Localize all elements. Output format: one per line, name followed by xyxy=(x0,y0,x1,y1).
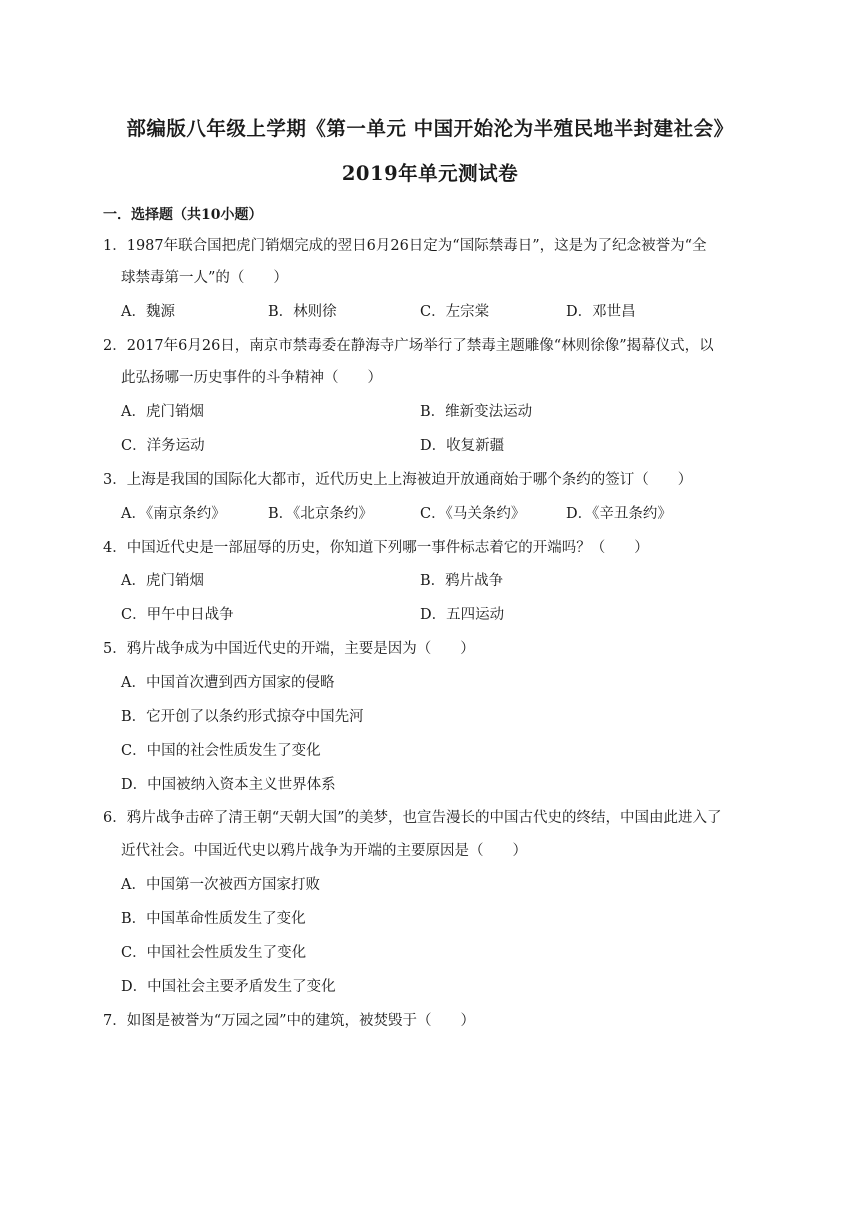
question-1-option-a: A．魏源 xyxy=(121,304,175,320)
question-5-option-b: B．它开创了以条约形式掠夺中国先河 xyxy=(121,709,364,725)
question-1-option-b: B．林则徐 xyxy=(268,304,337,320)
exam-title-line1: 部编版八年级上学期《第一单元 中国开始沦为半殖民地半封建社会》 xyxy=(126,117,734,140)
question-1-option-c: C．左宗棠 xyxy=(420,304,490,320)
question-6-option-d: D．中国社会主要矛盾发生了变化 xyxy=(121,979,336,995)
question-6-option-b: B．中国革命性质发生了变化 xyxy=(121,911,306,927)
question-3-option-d: D．《辛丑条约》 xyxy=(566,506,672,522)
question-2-option-d: D．收复新疆 xyxy=(420,438,505,454)
question-5-text: 5．鸦片战争成为中国近代史的开端，主要是因为（ ） xyxy=(103,641,475,657)
question-6-option-a: A．中国第一次被西方国家打败 xyxy=(121,877,320,893)
question-4-option-a: A．虎门销烟 xyxy=(121,573,204,589)
question-2-text-line2: 此弘扬哪一历史事件的斗争精神（ ） xyxy=(121,370,382,386)
question-2-option-a: A．虎门销烟 xyxy=(121,404,204,420)
question-5-option-c: C．中国的社会性质发生了变化 xyxy=(121,743,321,759)
exam-title-line2: 2019年单元测试卷 xyxy=(341,162,519,185)
question-2-option-c: C．洋务运动 xyxy=(121,438,205,454)
question-4-option-b: B．鸦片战争 xyxy=(420,573,504,589)
question-3-text: 3．上海是我国的国际化大都市，近代历史上上海被迫开放通商始于哪个条约的签订（ ） xyxy=(103,472,693,488)
question-4-option-c: C．甲午中日战争 xyxy=(121,607,234,623)
question-1-option-d: D．邓世昌 xyxy=(566,304,636,320)
question-5-option-a: A．中国首次遭到西方国家的侵略 xyxy=(121,675,335,691)
question-3-option-a: A．《南京条约》 xyxy=(121,506,226,522)
question-2-option-b: B．维新变法运动 xyxy=(420,404,533,420)
question-6-option-c: C．中国社会性质发生了变化 xyxy=(121,945,307,961)
section-heading: 一．选择题（共10小题） xyxy=(103,207,263,223)
question-3-option-b: B．《北京条约》 xyxy=(268,506,373,522)
question-6-text-line2: 近代社会。中国近代史以鸦片战争为开端的主要原因是（ ） xyxy=(121,843,527,859)
question-6-text-line1: 6．鸦片战争击碎了清王朝“天朝大国”的美梦，也宣告漫长的中国古代史的终结，中国由此进入了 xyxy=(103,810,722,826)
question-5-option-d: D．中国被纳入资本主义世界体系 xyxy=(121,777,336,793)
question-7-text: 7．如图是被誉为“万园之园”中的建筑，被焚毁于（ ） xyxy=(103,1013,476,1029)
question-4-text: 4．中国近代史是一部屈辱的历史，你知道下列哪一事件标志着它的开端吗？（ ） xyxy=(103,540,649,556)
question-4-option-d: D．五四运动 xyxy=(420,607,505,623)
question-1-text-line2: 球禁毒第一人”的（ ） xyxy=(121,270,288,286)
question-2-text-line1: 2．2017年6月26日，南京市禁毒委在静海寺广场举行了禁毒主题雕像“林则徐像”揭幕仪式，以 xyxy=(103,338,714,354)
question-3-option-c: C．《马关条约》 xyxy=(420,506,526,522)
question-1-text-line1: 1．1987年联合国把虎门销烟完成的翌日6月26日定为“国际禁毒日”，这是为了纪念被誉为“全 xyxy=(103,238,707,254)
